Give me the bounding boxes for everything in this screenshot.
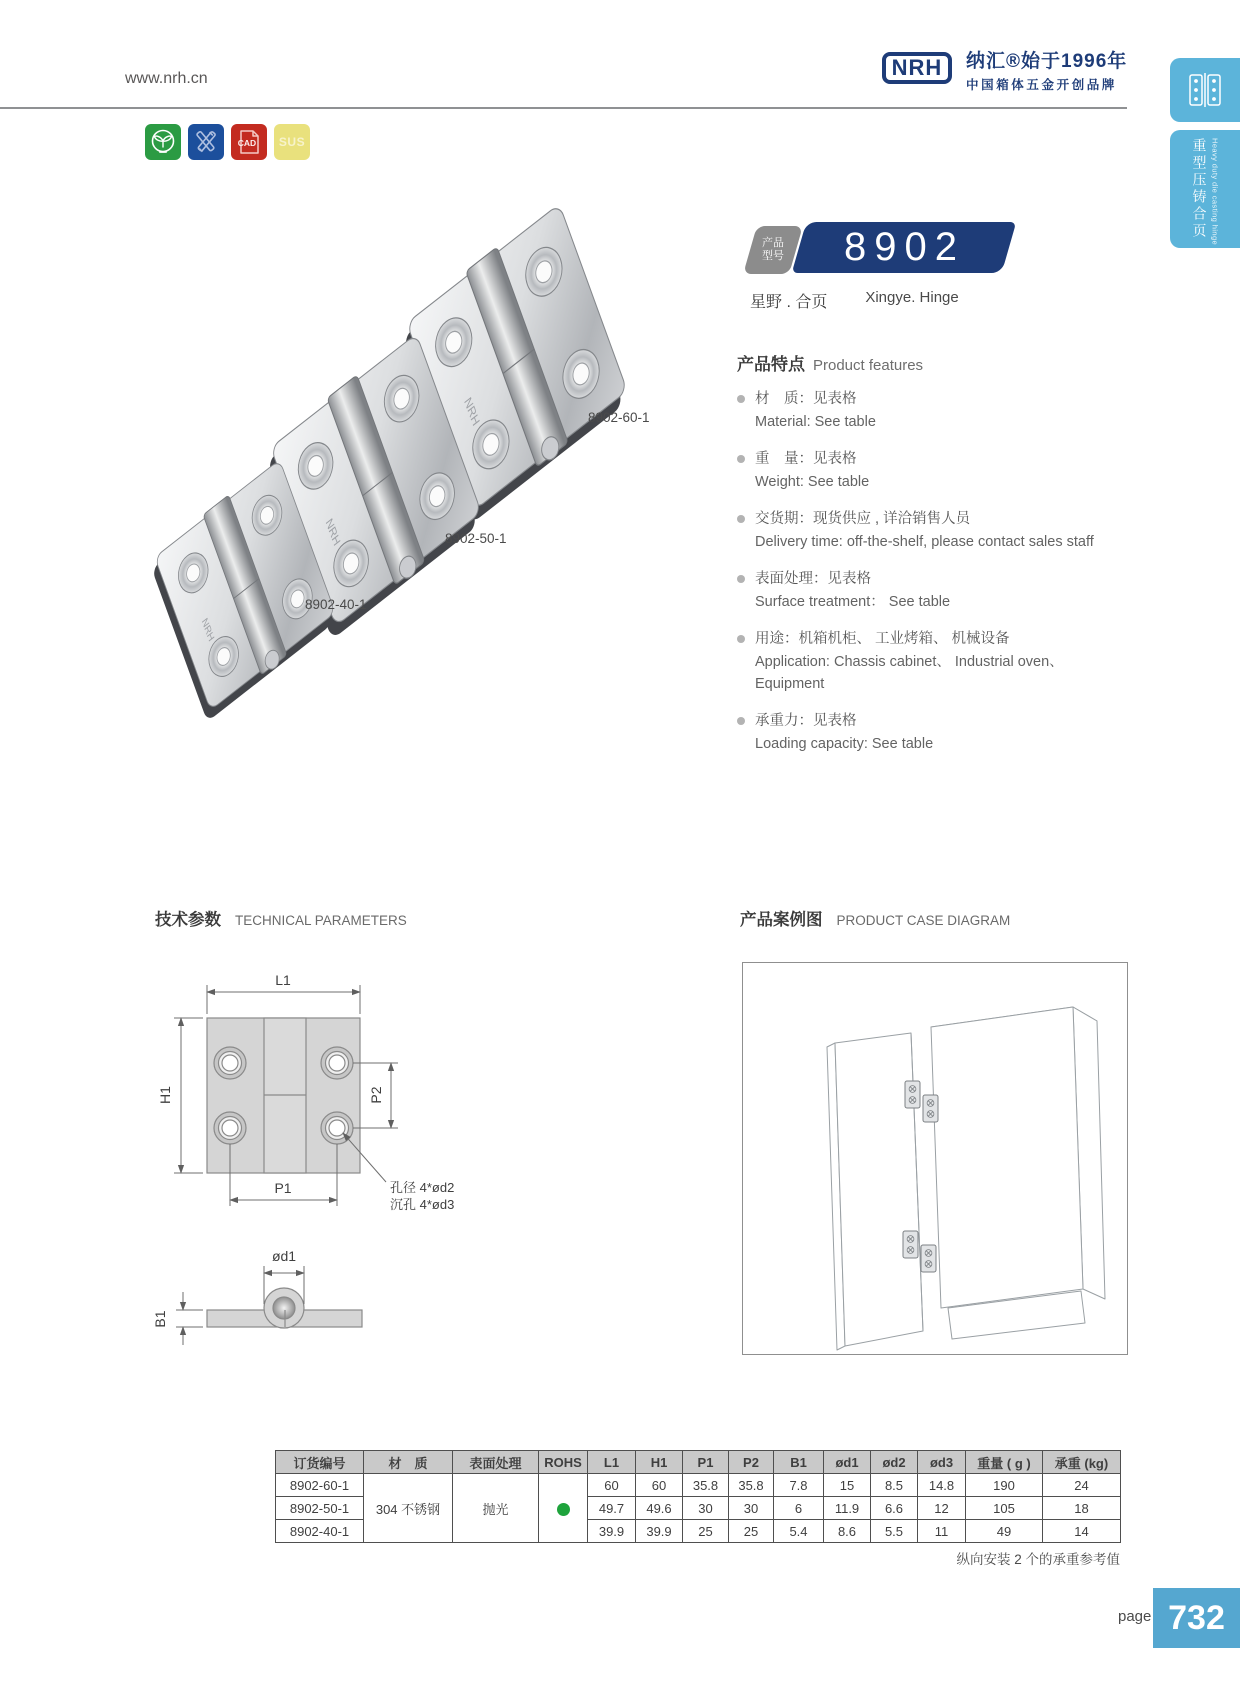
nrh-logo: NRH — [882, 52, 952, 84]
model-label-text: 产品 型号 — [762, 237, 784, 262]
feature-application: 用途：机箱机柜、 工业烤箱、 机械设备 Application: Chassis cabinet、 Industrial oven、 Equipment — [737, 628, 1137, 695]
col-B1: B1 — [774, 1451, 824, 1474]
category-name-cn: 重型压铸合页 — [1191, 138, 1208, 240]
dim-L1: L1 — [275, 972, 291, 988]
eco-icon — [145, 124, 181, 160]
hinge-icon — [1186, 69, 1224, 111]
model-number-banner — [792, 222, 1017, 273]
product-name-cn: 星野 . 合页 — [750, 294, 828, 311]
dim-P2: P2 — [368, 1086, 384, 1104]
technical-heading: 技术参数 TECHNICAL PARAMETERS — [155, 911, 407, 929]
case-heading: 产品案例图 PRODUCT CASE DIAGRAM — [740, 911, 1011, 929]
col-surface: 表面处理 — [453, 1451, 539, 1474]
technical-drawing — [140, 952, 510, 1352]
brand-tagline — [966, 52, 1127, 93]
website-link[interactable]: www.nrh.cn — [125, 70, 208, 87]
feature-delivery: 交货期：现货供应 , 详洽销售人员 Delivery time: off-the-shelf, please contact sales staff — [737, 508, 1137, 553]
hole-note-1: 孔径 4*ød2 — [390, 1180, 455, 1195]
model-number: 8902 — [843, 225, 965, 269]
rohs-cell — [539, 1474, 588, 1543]
sus-badge — [274, 124, 310, 160]
certification-badges — [145, 124, 310, 160]
brand-logo — [882, 52, 1127, 93]
dim-P1: P1 — [274, 1180, 292, 1196]
table-note: 纵向安装 2 个的承重参考值 — [956, 1552, 1120, 1567]
tagline-line2: 中国箱体五金开创品牌 — [966, 78, 1118, 92]
category-name-en: Heavy duty die casting hinge — [1210, 138, 1220, 246]
col-rohs: ROHS — [539, 1451, 588, 1474]
photo-label-50: 8902-50-1 — [445, 531, 507, 546]
table-header-row — [276, 1451, 1121, 1474]
product-subtitle — [750, 289, 959, 312]
col-P1: P1 — [683, 1451, 729, 1474]
feature-weight: 重 量：见表格 Weight: See table — [737, 448, 1137, 493]
hole-note-2: 沉孔 4*ød3 — [390, 1197, 455, 1212]
col-weight: 重量 ( g ) — [966, 1451, 1043, 1474]
table-row: 8902-60-1 304 不锈钢 抛光 60 60 35.8 35.8 7.8 15 8.5 14.8 190 24 — [276, 1474, 1121, 1497]
surface-cell: 抛光 — [453, 1474, 539, 1543]
cad-icon — [231, 124, 267, 160]
table-row: 8902-50-1 49.7 49.6 30 30 6 11.9 6.6 12 105 18 — [276, 1497, 1121, 1520]
dim-H1: H1 — [157, 1086, 173, 1104]
col-d3: ød3 — [918, 1451, 966, 1474]
col-order-no: 订货编号 — [276, 1451, 364, 1474]
photo-label-40: 8902-40-1 — [305, 597, 367, 612]
col-material: 材 质 — [364, 1451, 453, 1474]
product-photos: NRH — [130, 228, 690, 678]
cad-badge-label: CAD — [237, 138, 257, 148]
case-diagram-box — [742, 962, 1128, 1355]
material-cell: 304 不锈钢 — [364, 1474, 453, 1543]
rohs-dot — [557, 1503, 570, 1516]
feature-loading: 承重力：见表格 Loading capacity: See table — [737, 710, 1137, 755]
dim-B1: B1 — [152, 1310, 168, 1328]
product-name-en: Xingye. Hinge — [865, 289, 959, 306]
category-tab-label[interactable] — [1170, 130, 1240, 248]
table-row: 8902-40-1 39.9 39.9 25 25 5.4 8.6 5.5 11 49 14 — [276, 1520, 1121, 1543]
dim-d1: ød1 — [271, 1248, 297, 1264]
col-load: 承重 (kg) — [1043, 1451, 1121, 1474]
product-features — [737, 350, 1137, 770]
feature-material: 材 质：见表格 Material: See table — [737, 388, 1137, 433]
feature-surface: 表面处理：见表格 Surface treatment： See table — [737, 568, 1137, 613]
category-tab-icon[interactable] — [1170, 58, 1240, 122]
col-L1: L1 — [588, 1451, 636, 1474]
features-title: 产品特点 Product features — [737, 355, 924, 374]
case-diagram-drawing — [743, 963, 1127, 1354]
photo-label-60: 8902-60-1 — [588, 410, 650, 425]
col-d2: ød2 — [871, 1451, 918, 1474]
col-P2: P2 — [729, 1451, 774, 1474]
page-number: 732 — [1153, 1588, 1240, 1648]
page-label: page — [1118, 1608, 1152, 1625]
col-H1: H1 — [636, 1451, 683, 1474]
col-d1: ød1 — [824, 1451, 871, 1474]
spec-table — [275, 1450, 1121, 1543]
sus-badge-label: SUS — [278, 135, 306, 149]
tagline-line1: 纳汇®始于1996年 — [966, 51, 1128, 72]
header-divider — [0, 107, 1127, 109]
tools-icon — [188, 124, 224, 160]
